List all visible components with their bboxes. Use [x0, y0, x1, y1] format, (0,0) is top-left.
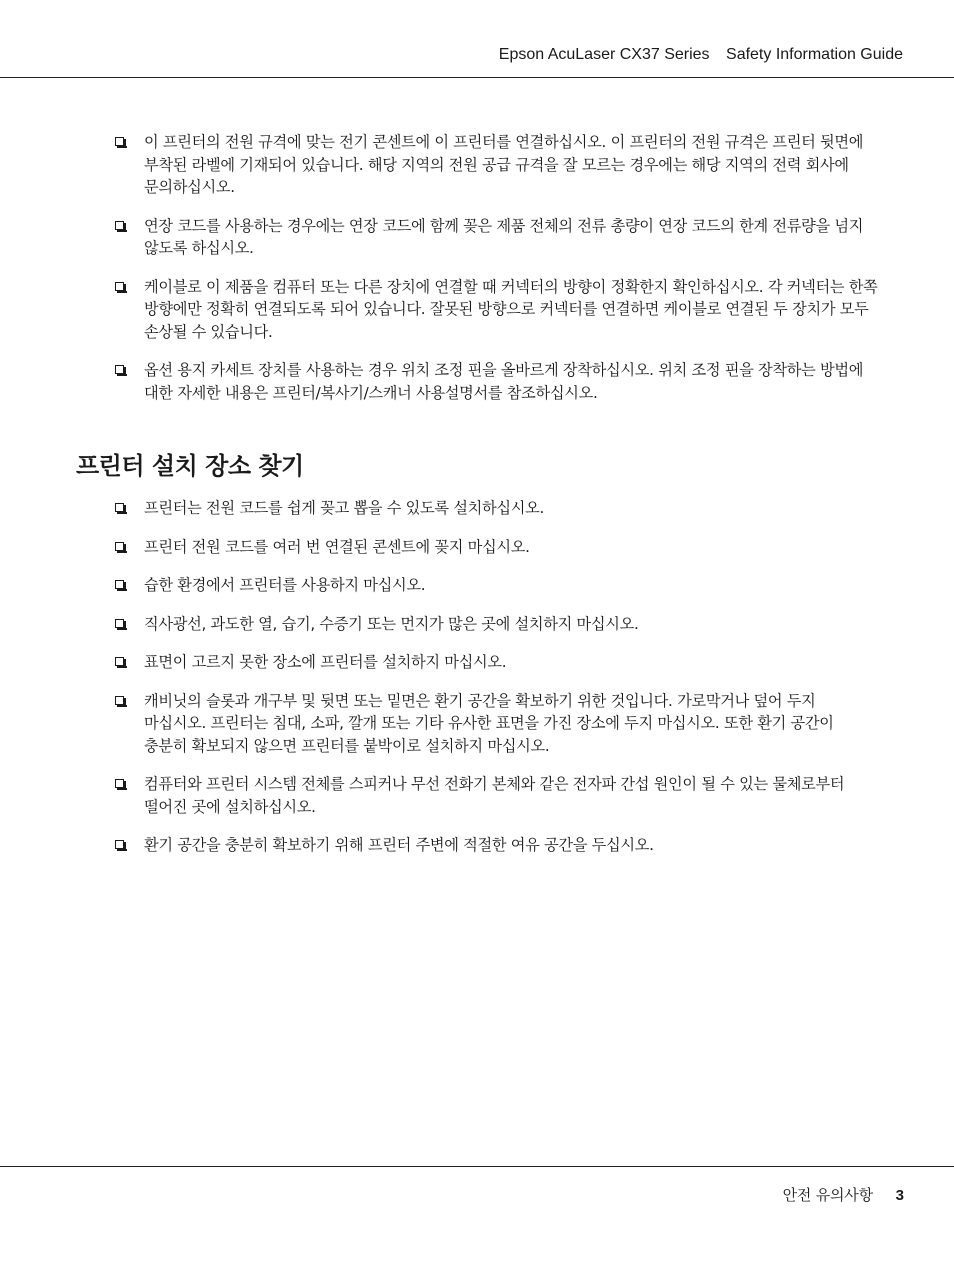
section-title: 프린터 설치 장소 찾기 — [76, 452, 304, 480]
list-item-text: 환기 공간을 충분히 확보하기 위해 프린터 주변에 적절한 여유 공간을 두십시오. — [144, 836, 654, 854]
list-item-text: 케이블로 이 제품을 컴퓨터 또는 다른 장치에 연결할 때 커넥터의 방향이 정확한지 확인하십시오. 각 커넥터는 한쪽 방향에만 정확히 연결되도록 되어 있습니다. 잘못된 방향으로 커넥터를 연결하면 케이블로 연결된 두 장치가 모두 손상될 수 있습니다. — [144, 277, 878, 341]
safety-list-location — [114, 497, 879, 873]
header-guide-title: Safety Information Guide — [726, 46, 903, 63]
checkbox-bullet-icon — [115, 580, 124, 589]
list-item — [114, 276, 879, 344]
checkbox-bullet-icon — [115, 365, 124, 374]
page-number: 3 — [895, 1187, 904, 1204]
list-item-text: 직사광선, 과도한 열, 습기, 수증기 또는 먼지가 많은 곳에 설치하지 마십시오. — [144, 614, 639, 633]
list-item-text: 표면이 고르지 못한 장소에 프린터를 설치하지 마십시오. — [144, 653, 507, 671]
checkbox-bullet-icon — [115, 542, 124, 551]
checkbox-bullet-icon — [115, 696, 124, 705]
list-item-text: 습한 환경에서 프린터를 사용하지 마십시오. — [144, 576, 426, 594]
list-item — [114, 773, 879, 818]
list-item — [114, 359, 879, 404]
list-item — [114, 613, 879, 636]
list-item — [114, 215, 879, 260]
list-item-text: 프린터는 전원 코드를 쉽게 꽂고 뽑을 수 있도록 설치하십시오. — [144, 499, 545, 517]
checkbox-bullet-icon — [115, 503, 124, 512]
checkbox-bullet-icon — [115, 840, 124, 849]
list-item-text: 컴퓨터와 프린터 시스템 전체를 스피커나 무선 전화기 본체와 같은 전자파 간섭 원인이 될 수 있는 물체로부터 떨어진 곳에 설치하십시오. — [144, 775, 845, 816]
list-item — [114, 834, 879, 857]
page-footer — [783, 1184, 904, 1205]
list-item-text: 연장 코드를 사용하는 경우에는 연장 코드에 함께 꽂은 제품 전체의 전류 총량이 연장 코드의 한계 전류량을 넘지 않도록 하십시오. — [144, 216, 864, 257]
safety-list-general — [114, 131, 879, 420]
checkbox-bullet-icon — [115, 282, 124, 291]
list-item — [114, 574, 879, 597]
list-item — [114, 497, 879, 520]
list-item — [114, 690, 879, 758]
list-item-text: 이 프린터의 전원 규격에 맞는 전기 콘센트에 이 프린터를 연결하십시오. 이 프린터의 전원 규격은 프린터 뒷면에 부착된 라벨에 기재되어 있습니다. 해당 지역의 전원 공급 규격을 잘 모르는 경우에는 해당 지역의 전력 회사에 문의하십시오. — [144, 133, 864, 196]
page-header — [499, 46, 903, 64]
list-item-text: 프린터 전원 코드를 여러 번 연결된 콘센트에 꽂지 마십시오. — [144, 537, 530, 556]
footer-section-label: 안전 유의사항 — [782, 1186, 873, 1204]
header-rule — [0, 77, 954, 78]
checkbox-bullet-icon — [115, 221, 124, 230]
checkbox-bullet-icon — [115, 657, 124, 666]
header-product: Epson AcuLaser CX37 Series — [498, 46, 710, 63]
checkbox-bullet-icon — [115, 137, 124, 146]
list-item — [114, 131, 879, 199]
checkbox-bullet-icon — [115, 619, 124, 628]
list-item — [114, 651, 879, 674]
checkbox-bullet-icon — [115, 779, 124, 788]
list-item — [114, 536, 879, 559]
list-item-text: 옵션 용지 카세트 장치를 사용하는 경우 위치 조정 핀을 올바르게 장착하십시오. 위치 조정 핀을 장착하는 방법에 대한 자세한 내용은 프린터/복사기/스캐너 사용설명서를 참조하십시오. — [144, 361, 864, 402]
list-item-text: 캐비닛의 슬롯과 개구부 및 뒷면 또는 밑면은 환기 공간을 확보하기 위한 것입니다. 가로막거나 덮어 두지 마십시오. 프린터는 침대, 소파, 깔개 또는 기타 유사한 표면을 가진 장소에 두지 마십시오. 또한 환기 공간이 충분히 확보되지 않으면 프린터를 붙박이로 설치하지 마십시오. — [144, 691, 834, 755]
footer-rule — [0, 1166, 954, 1167]
